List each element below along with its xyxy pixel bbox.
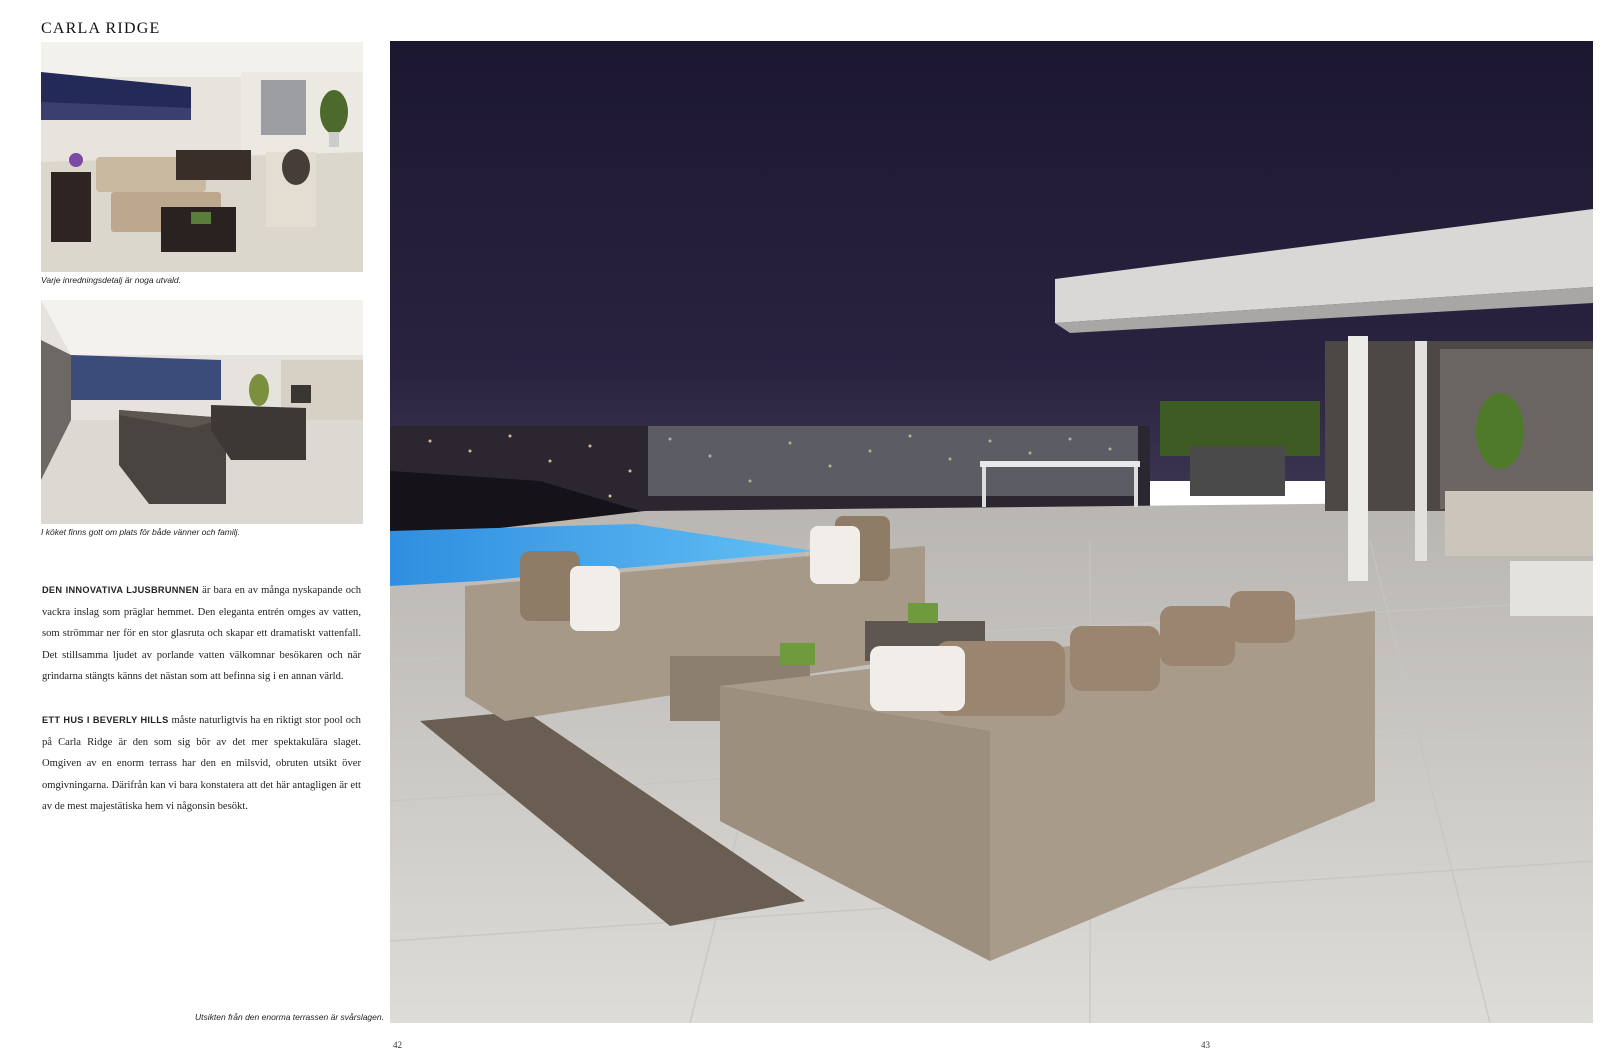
terrace-caption: Utsikten från den enorma terrassen är svårslagen. (195, 1012, 384, 1022)
article-paragraph-1 (42, 580, 361, 688)
paragraph-text: är bara en av många nyskapande och vackra inslag som präglar hemmet. Den eleganta entrén omges av vatten, som strömmar ner för en stor glasruta och skapar ett dramatiskt vattenfall. Det stillsamma ljudet av porlande vatten välkomnar besökaren och när grindarna stängts känns det nästan som att befinna sig i en annan värld. (42, 585, 361, 682)
page-number-left: 42 (393, 1040, 402, 1050)
paragraph-lead: ETT HUS I BEVERLY HILLS (42, 715, 169, 725)
article-paragraph-2 (42, 710, 361, 818)
kitchen-caption: I köket finns gott om plats för både vänner och familj. (41, 527, 240, 537)
paragraph-text: måste naturligtvis ha en riktigt stor pool och på Carla Ridge är den som sig bör av det mer spektakulära slaget. Omgiven av en enorm terrass har den en milsvid, obruten utsikt över omgivningarna. Därifrån kan vi bara konstatera att det här antagligen är ett av de mest majestätiska hem vi någonsin besökt. (42, 715, 361, 812)
kitchen-photo (41, 300, 363, 524)
living-room-caption: Varje inredningsdetalj är noga utvald. (41, 275, 182, 285)
living-room-photo (41, 42, 363, 272)
terrace-photo (390, 41, 1593, 1023)
paragraph-lead: DEN INNOVATIVA LJUSBRUNNEN (42, 585, 199, 595)
page-title: CARLA RIDGE (41, 20, 161, 37)
page-number-right: 43 (1201, 1040, 1210, 1050)
